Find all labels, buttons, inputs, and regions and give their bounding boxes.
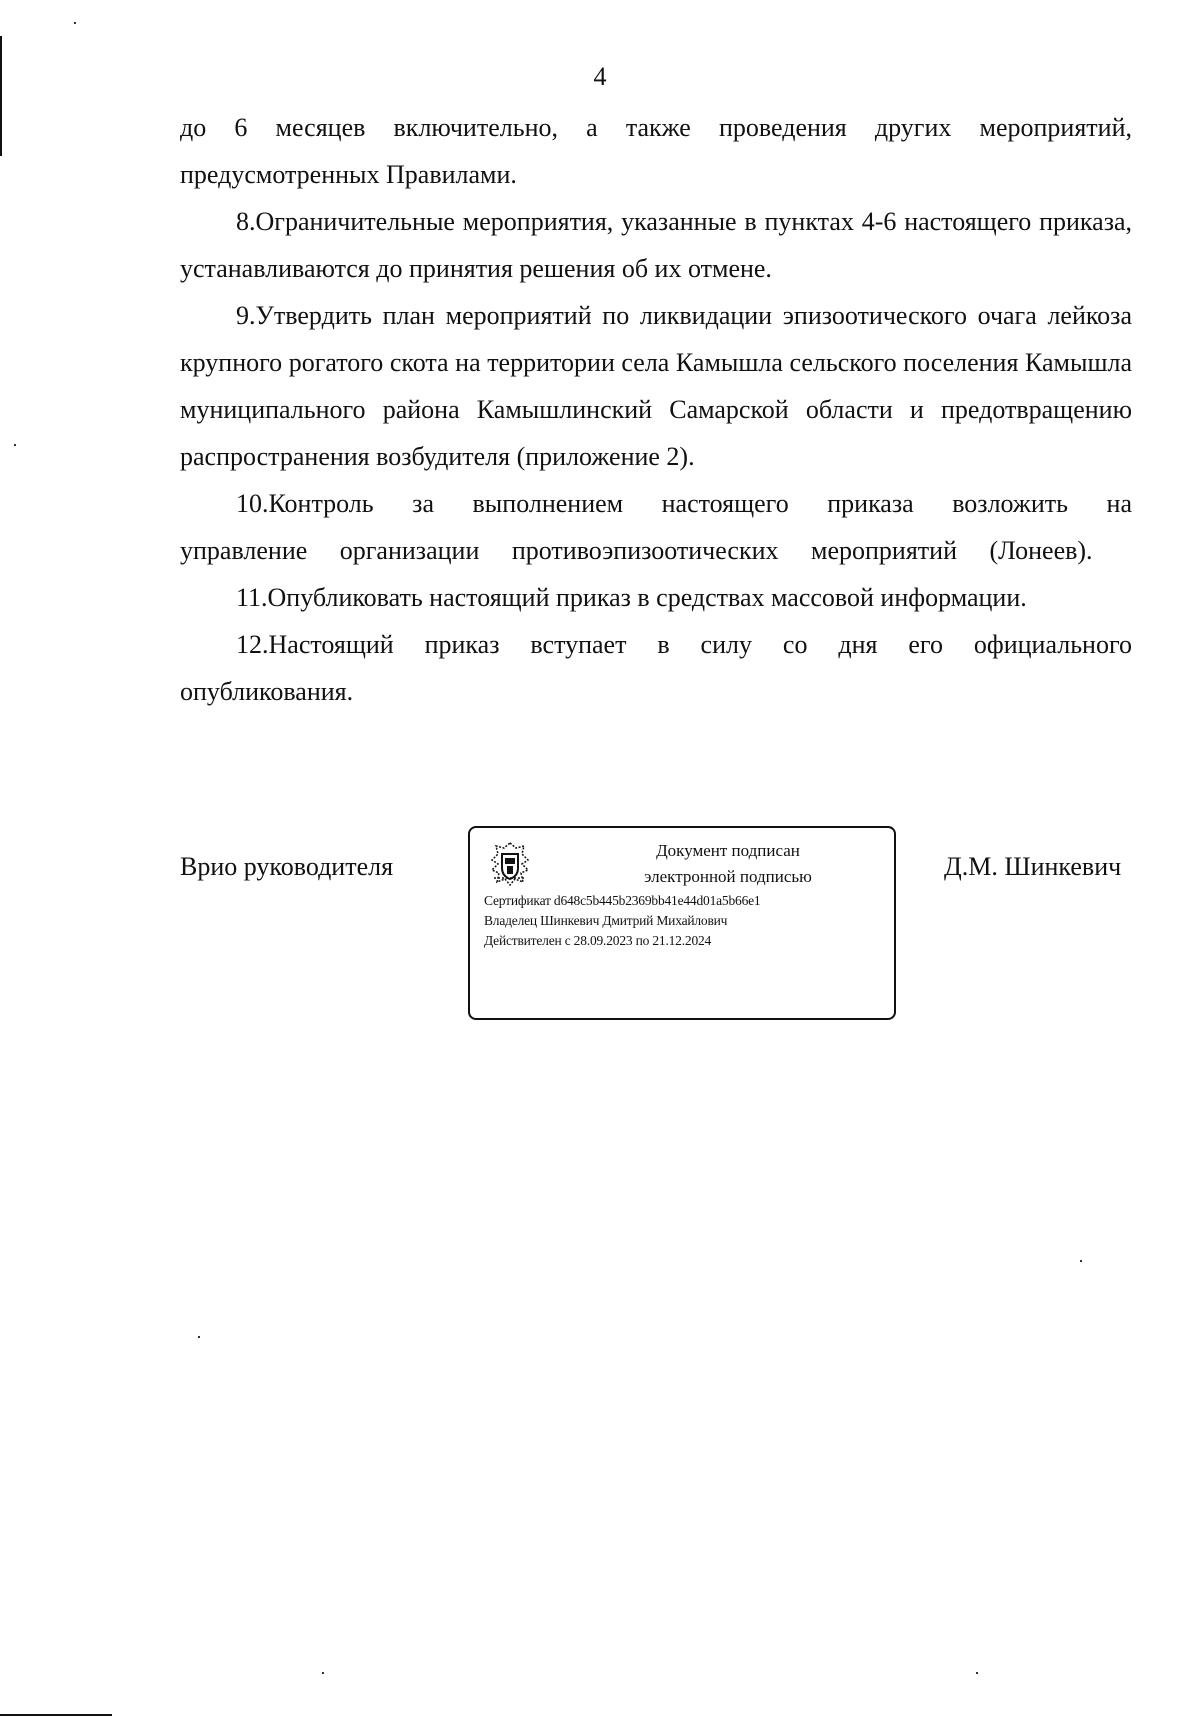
paragraph-item-9: 9.Утвердить план мероприятий по ликвидации эпизоотического очага лейкоза крупного рогатого скота на территории села Камышла сельского поселения Камышла муниципального района Камышлинский Самарской области и предотвращению распространения возбудителя (приложение 2). <box>180 301 1132 471</box>
paragraph-item-10: 10.Контроль за выполнением настоящего приказа возложить на управление организации противоэпизоотических мероприятий (Лонеев). <box>180 489 1132 565</box>
scan-edge-mark <box>0 36 2 156</box>
coat-of-arms-icon <box>486 840 534 888</box>
scan-speck <box>1080 1260 1082 1262</box>
scan-bottom-rule <box>0 1714 112 1716</box>
stamp-heading-line: Документ подписан <box>656 841 800 860</box>
electronic-signature-stamp <box>468 826 896 1020</box>
scan-speck <box>198 1336 200 1338</box>
page-number: 4 <box>593 62 607 91</box>
scan-speck <box>14 444 16 446</box>
document-body <box>180 104 1132 715</box>
stamp-heading <box>570 838 886 890</box>
signer-position-title: Врио руководителя <box>180 852 394 881</box>
scan-speck <box>322 1672 324 1674</box>
scan-speck <box>74 22 76 24</box>
paragraph-continuation: до 6 месяцев включительно, а также проведения других мероприятий, предусмотренных Правилами. <box>180 113 1132 189</box>
paragraph-item-11: 11.Опубликовать настоящий приказ в средствах массовой информации. <box>236 583 1027 612</box>
stamp-details <box>484 891 894 951</box>
certificate-owner: Владелец Шинкевич Дмитрий Михайлович <box>484 913 728 928</box>
paragraph-item-8: 8.Ограничительные мероприятия, указанные в пунктах 4-6 настоящего приказа, устанавливаются до принятия решения об их отмене. <box>180 207 1132 283</box>
signer-name: Д.М. Шинкевич <box>944 852 1122 881</box>
scan-speck <box>976 1672 978 1674</box>
stamp-heading-line: электронной подписью <box>644 867 812 886</box>
certificate-id: Сертификат d648c5b445b2369bb41e44d01a5b66e1 <box>484 893 761 908</box>
paragraph-item-12: 12.Настоящий приказ вступает в силу со дня его официального опубликования. <box>180 630 1132 706</box>
certificate-validity: Действителен с 28.09.2023 по 21.12.2024 <box>484 933 712 948</box>
